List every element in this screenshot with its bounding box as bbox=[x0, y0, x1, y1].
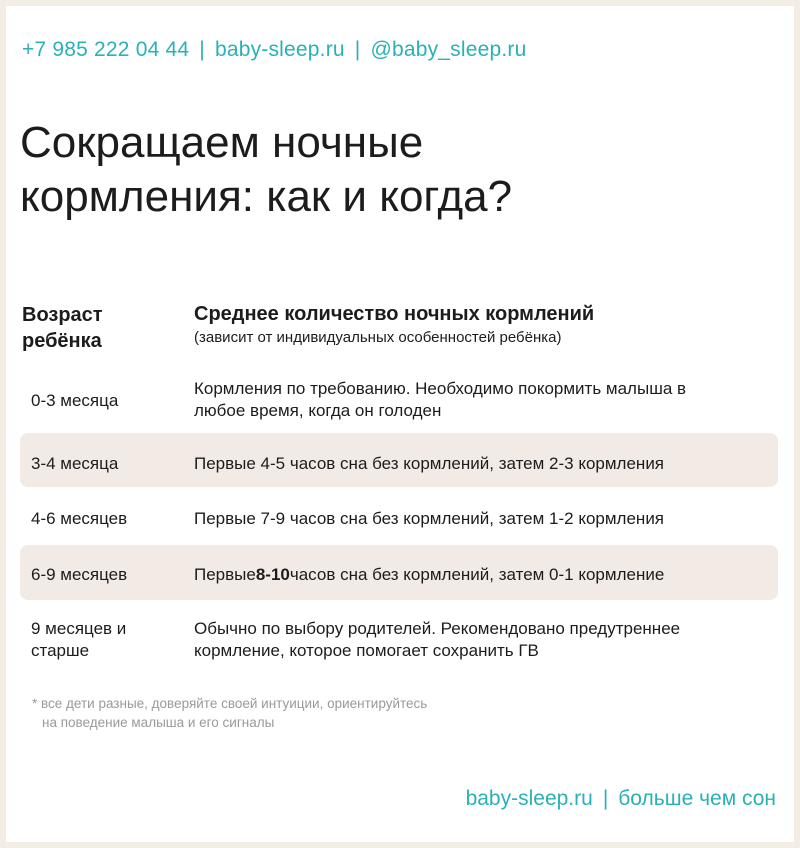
column-header-feedings-subtitle: (зависит от индивидуальных особенностей ребёнка) bbox=[194, 329, 562, 346]
instagram-handle-link[interactable]: @baby_sleep.ru bbox=[370, 38, 527, 61]
row-feedings-text: Первые bbox=[194, 565, 256, 584]
row-feedings-highlight: 8-10 bbox=[255, 565, 290, 584]
row-age: 0-3 месяца bbox=[31, 391, 119, 410]
separator: | bbox=[354, 38, 361, 61]
footer-bar bbox=[466, 787, 776, 811]
table-row bbox=[20, 433, 778, 487]
row-feedings bbox=[194, 618, 764, 662]
row-age-line: 9 месяцев и bbox=[31, 619, 127, 638]
footer-site-link[interactable]: baby-sleep.ru bbox=[465, 787, 593, 810]
separator: | bbox=[602, 787, 609, 810]
row-feedings: Первые 4-5 часов сна без кормлений, затем 2-3 кормления bbox=[194, 454, 665, 473]
column-header-feedings-title: Среднее количество ночных кормлений bbox=[194, 303, 595, 325]
table-row bbox=[20, 610, 778, 666]
title-line: Сокращаем ночные bbox=[20, 118, 424, 167]
phone-link[interactable]: +7 985 222 04 44 bbox=[22, 38, 190, 61]
row-feedings bbox=[194, 564, 764, 586]
table-row bbox=[20, 374, 778, 430]
column-header-age bbox=[22, 302, 162, 354]
contacts-bar bbox=[22, 38, 526, 62]
site-link[interactable]: baby-sleep.ru bbox=[214, 38, 345, 61]
row-age bbox=[31, 618, 181, 662]
row-feedings-line: Обычно по выбору родителей. Рекомендовано предутреннее bbox=[194, 619, 681, 638]
title-line: кормления: как и когда? bbox=[20, 172, 513, 221]
column-header-age-line: Возраст bbox=[22, 304, 103, 326]
footer-tagline: больше чем сон bbox=[618, 787, 776, 810]
row-feedings-text: часов сна без кормлений, затем 0-1 кормление bbox=[289, 565, 665, 584]
table-row bbox=[20, 490, 778, 544]
column-header-age-line: ребёнка bbox=[22, 330, 102, 352]
row-feedings-line: Кормления по требованию. Необходимо покормить малыша в bbox=[194, 379, 687, 398]
table-row bbox=[20, 545, 778, 600]
row-feedings bbox=[194, 378, 764, 422]
row-age: 3-4 месяца bbox=[31, 454, 119, 473]
row-feedings-line: кормление, которое помогает сохранить ГВ bbox=[194, 641, 539, 660]
separator: | bbox=[199, 38, 205, 61]
footnote bbox=[32, 694, 427, 732]
row-feedings-line: любое время, когда он голоден bbox=[194, 401, 442, 420]
row-feedings: Первые 7-9 часов сна без кормлений, затем 1-2 кормления bbox=[194, 509, 665, 528]
column-header-feedings bbox=[194, 302, 754, 348]
row-age-line: старше bbox=[31, 641, 90, 660]
row-age: 6-9 месяцев bbox=[31, 565, 128, 584]
footnote-line: на поведение малыша и его сигналы bbox=[42, 715, 275, 730]
row-age: 4-6 месяцев bbox=[31, 509, 128, 528]
footnote-line: * все дети разные, доверяйте своей интуиции, ориентируйтесь bbox=[32, 696, 428, 711]
page-title bbox=[20, 116, 512, 224]
